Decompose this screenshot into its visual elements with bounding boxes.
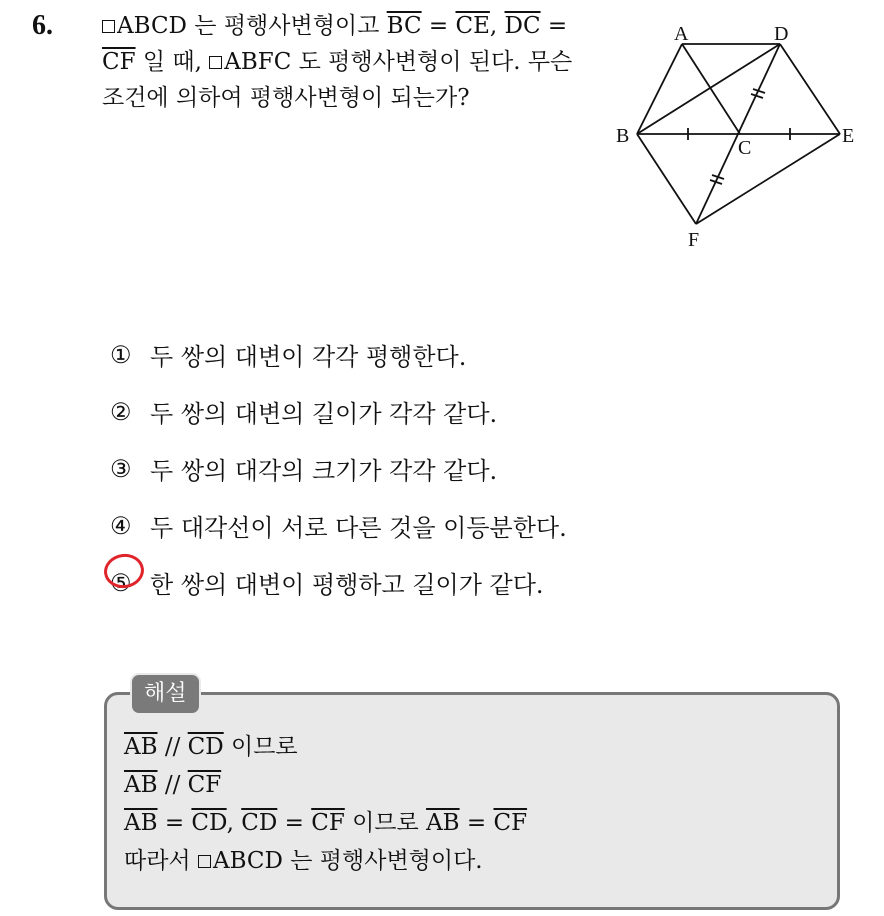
option-text: 두 대각선이 서로 다른 것을 이등분한다. xyxy=(150,514,567,542)
solution-line-4: 따라서 ABCD 는 평행사변형이다. xyxy=(124,848,483,874)
option-2[interactable] xyxy=(110,383,670,440)
solution-content xyxy=(124,728,814,880)
geometry-figure xyxy=(612,16,872,256)
label-d: D xyxy=(774,23,789,45)
question-stem: ABCD 는 평행사변형이고 $\overline{BC} = \overline{CE}$, $\overline{DC} = \overline{CF}$ 일 때, ABFC 도 평행사변형이 된다. 무슨 조건에 의하여 평행사변형이 되는가? xyxy=(102,13,573,111)
segment-de xyxy=(780,44,840,134)
option-text: 두 쌍의 대각의 크기가 각각 같다. xyxy=(150,457,498,485)
solution-line-3: $\overline{AB} = \overline{CD}$, $\overline{CD} = \overline{CF}$ 이므로 $\overline{AB} = \overline{CF}$ xyxy=(124,810,528,836)
segment-cf: $\overline{CF}$ xyxy=(102,49,136,75)
option-marker: ⑤ xyxy=(110,568,132,597)
segment-bc: $\overline{BC}$ xyxy=(386,13,422,39)
segment-bf xyxy=(637,134,696,224)
solution-tag: 해설 xyxy=(130,673,201,715)
segment-ce: $\overline{CE}$ xyxy=(455,13,490,39)
solution-line-1: $\overline{AB} // \overline{CD}$ 이므로 xyxy=(124,734,298,760)
solution-line-2: $\overline{AB} // \overline{CF}$ xyxy=(124,772,222,798)
question-number: 6. xyxy=(32,10,53,41)
parallelogram-symbol xyxy=(209,56,222,69)
option-3[interactable] xyxy=(110,440,670,497)
answer-options xyxy=(110,326,670,611)
option-marker: ② xyxy=(110,397,132,426)
option-marker: ④ xyxy=(110,511,132,540)
option-marker: ① xyxy=(110,340,132,369)
option-text: 두 쌍의 대변이 각각 평행한다. xyxy=(150,343,467,371)
segment-dc: $\overline{DC}$ xyxy=(504,13,541,39)
option-5[interactable] xyxy=(110,554,670,611)
option-text: 한 쌍의 대변이 평행하고 길이가 같다. xyxy=(150,571,544,599)
label-f: F xyxy=(688,229,700,251)
label-e: E xyxy=(842,125,855,147)
option-1[interactable] xyxy=(110,326,670,383)
label-b: B xyxy=(616,125,630,147)
option-text: 두 쌍의 대변의 길이가 각각 같다. xyxy=(150,400,498,428)
parallelogram-symbol xyxy=(198,855,211,868)
label-a: A xyxy=(674,23,689,45)
option-marker: ③ xyxy=(110,454,132,483)
label-c: C xyxy=(738,137,752,159)
option-4[interactable] xyxy=(110,497,670,554)
parallelogram-diagram xyxy=(612,16,872,256)
segment-ac xyxy=(682,44,740,134)
parallelogram-symbol xyxy=(102,20,115,33)
